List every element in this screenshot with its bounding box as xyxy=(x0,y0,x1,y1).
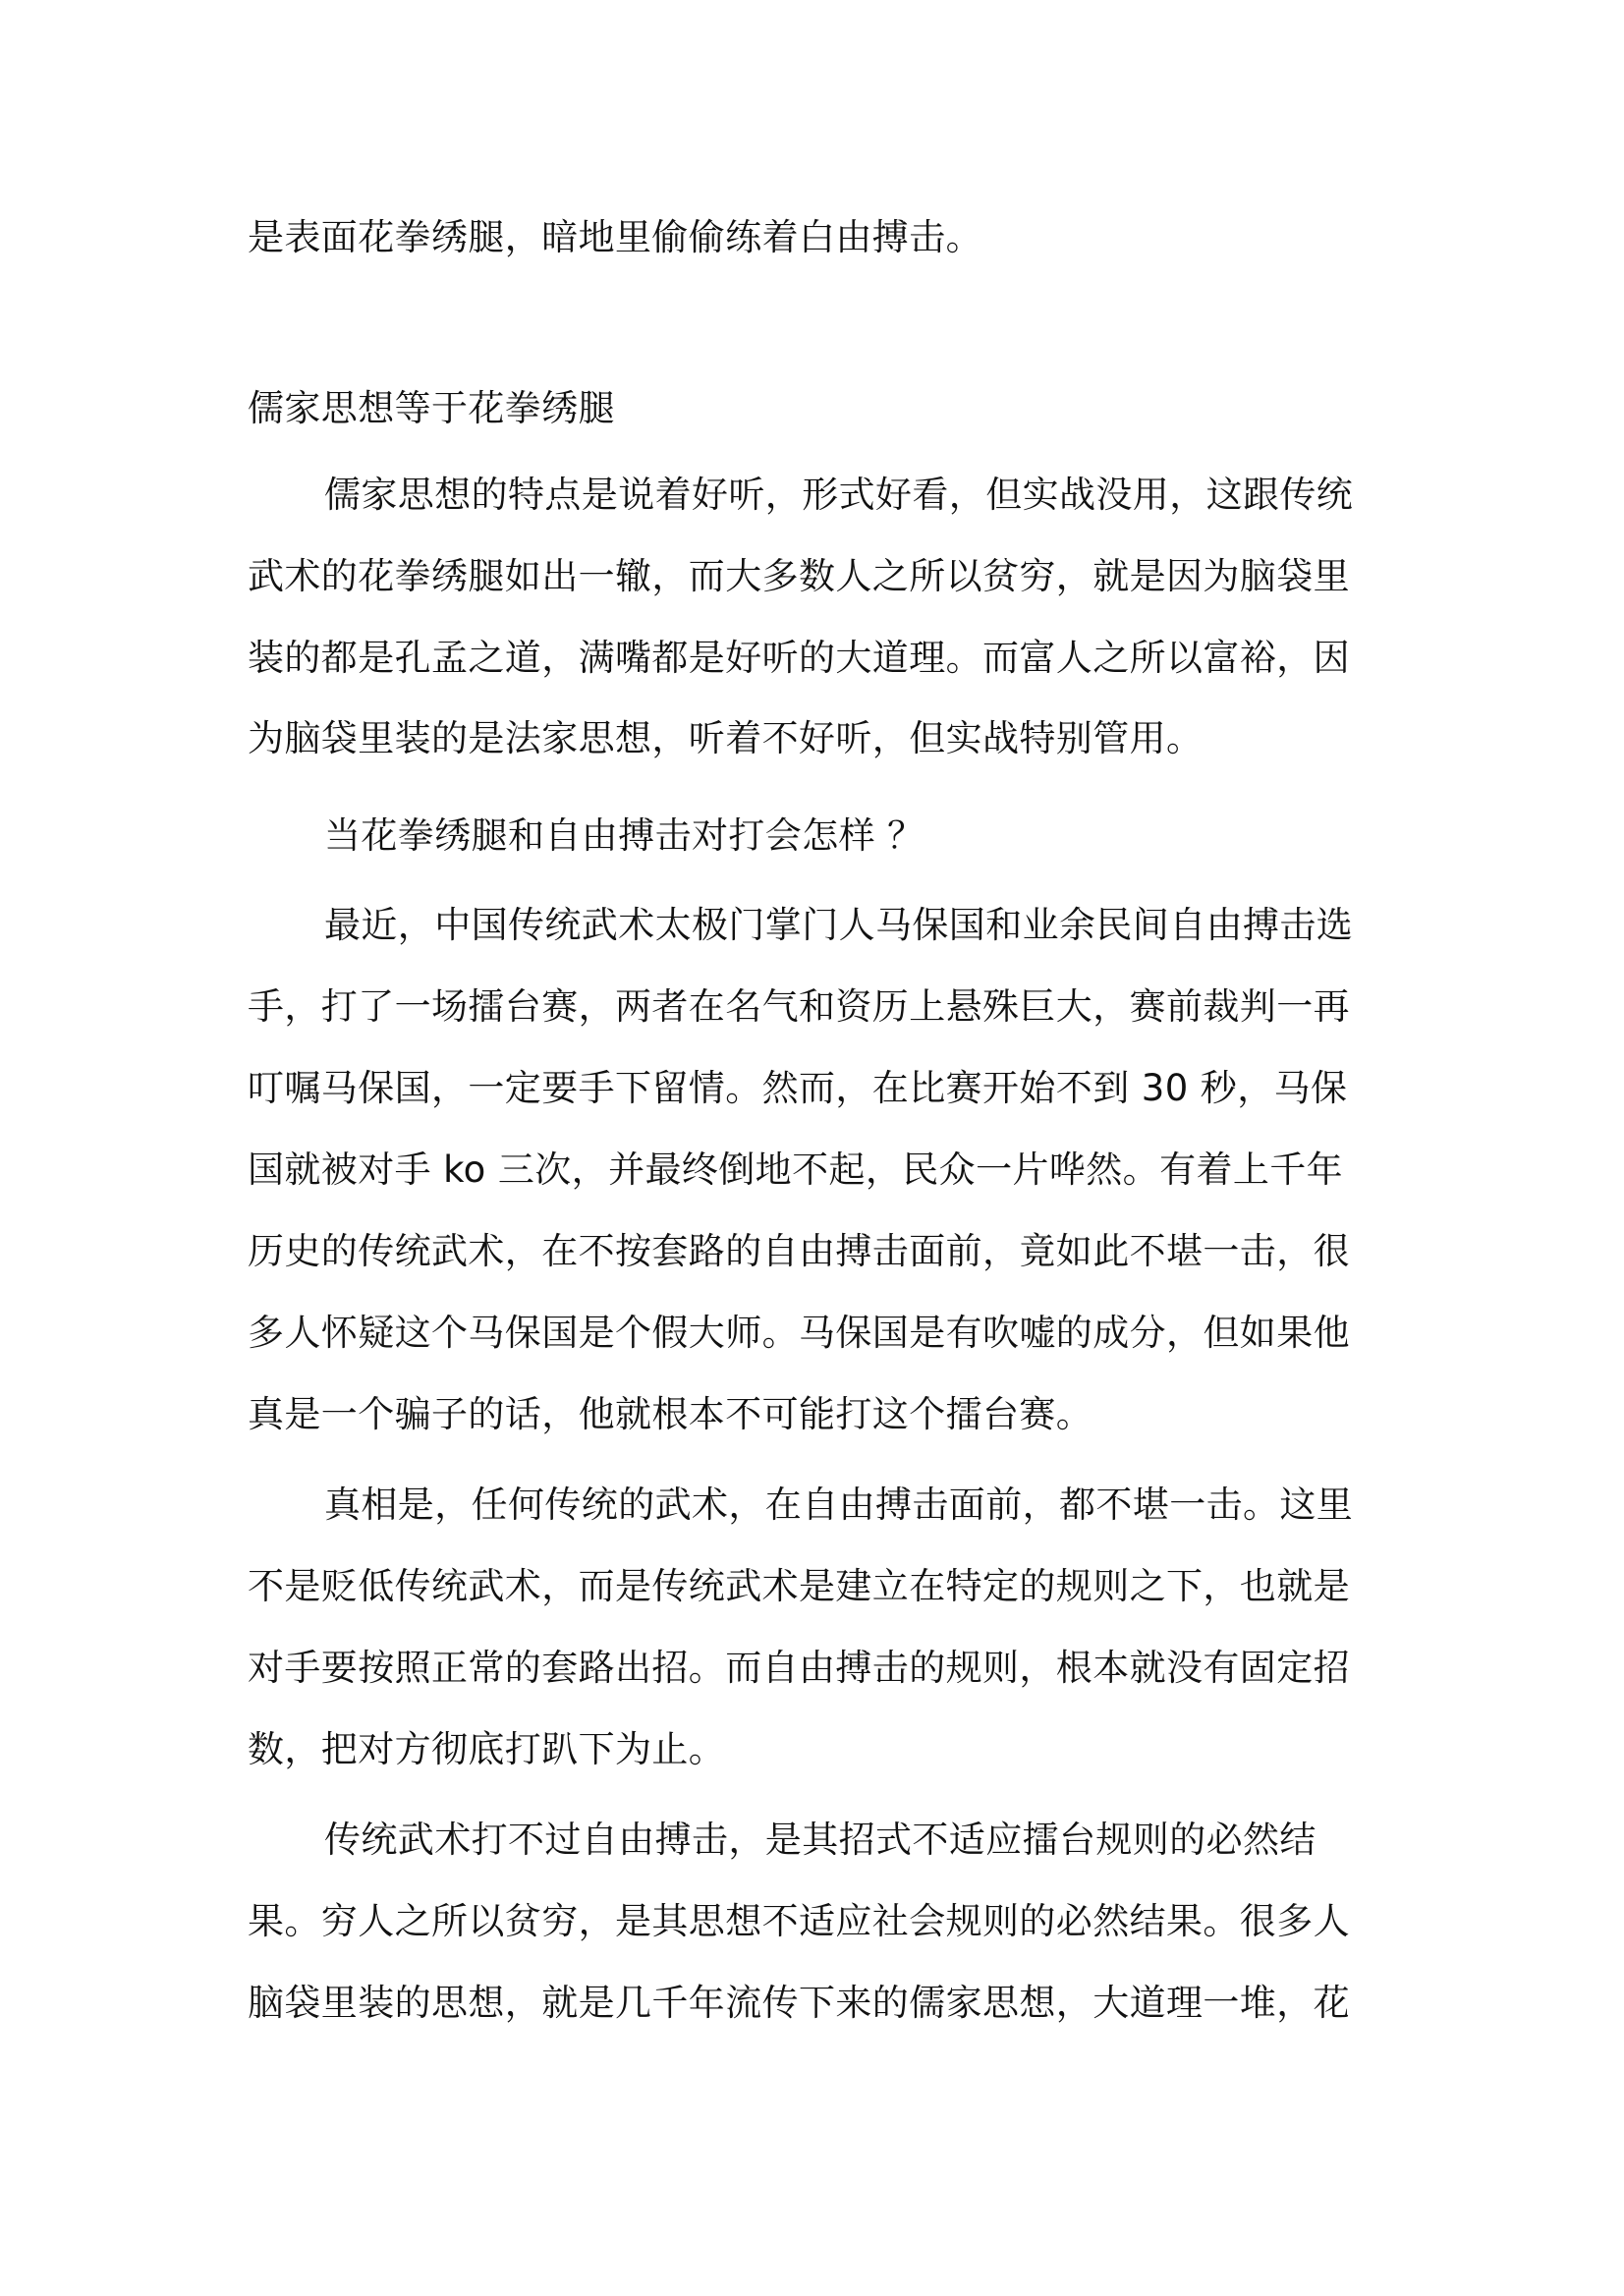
text-line: 不是贬低传统武术，而是传统武术是建立在特定的规则之下，也就是 xyxy=(248,1565,1350,1607)
text-line: 是表面花拳绣腿，暗地里偷偷练着白由搏击。 xyxy=(248,216,982,258)
text-line: 叮嘱马保国，一定要手下留情。然而，在比赛开始不到 30 秒，马保 xyxy=(248,1067,1348,1109)
text-line: 最近，中国传统武术太极门掌门人马保国和业余民间自由搏击选 xyxy=(324,904,1354,946)
text-line: 儒家思想的特点是说着好听，形式好看，但实战没用，这跟传统 xyxy=(324,474,1354,516)
text-line: 数，把对方彻底打趴下为止。 xyxy=(248,1728,726,1770)
text-line: 装的都是孔孟之道，满嘴都是好听的大道理。而富人之所以富裕，因 xyxy=(248,637,1350,679)
text-line: 多人怀疑这个马保国是个假大师。马保国是有吹嘘的成分，但如果他 xyxy=(248,1312,1350,1354)
text-line: 真是一个骗子的话，他就根本不可能打这个擂台赛。 xyxy=(248,1393,1093,1435)
text-line: 脑袋里装的思想，就是几千年流传下来的儒家思想，大道理一堆，花 xyxy=(248,1982,1350,2024)
text-line: 国就被对手 ko 三次，并最终倒地不起，民众一片哗然。有着上千年 xyxy=(248,1148,1344,1191)
text-line: 传统武术打不过自由搏击，是其招式不适应擂台规则的必然结 xyxy=(324,1819,1316,1861)
text-line: 真相是，任何传统的武术，在自由搏击面前，都不堪一击。这里 xyxy=(324,1484,1354,1526)
text-line: 对手要按照正常的套路出招。而自由搏击的规则，根本就没有固定招 xyxy=(248,1647,1350,1689)
section-heading: 儒家思想等于花拳绣腿 xyxy=(248,387,615,429)
text-line: 武术的花拳绣腿如出一辙，而大多数人之所以贫穷，就是因为脑袋里 xyxy=(248,555,1350,597)
text-line: 当花拳绣腿和自由搏击对打会怎样 ？ xyxy=(324,814,924,857)
text-line: 手，打了一场擂台赛，两者在名气和资历上悬殊巨大，赛前裁判一再 xyxy=(248,985,1350,1028)
text-line: 为脑袋里装的是法家思想，听着不好听，但实战特别管用。 xyxy=(248,717,1204,759)
text-line: 果。穷人之所以贫穷，是其思想不适应社会规则的必然结果。很多人 xyxy=(248,1900,1350,1942)
text-line: 历史的传统武术，在不按套路的自由搏击面前，竟如此不堪一击，很 xyxy=(248,1230,1350,1272)
